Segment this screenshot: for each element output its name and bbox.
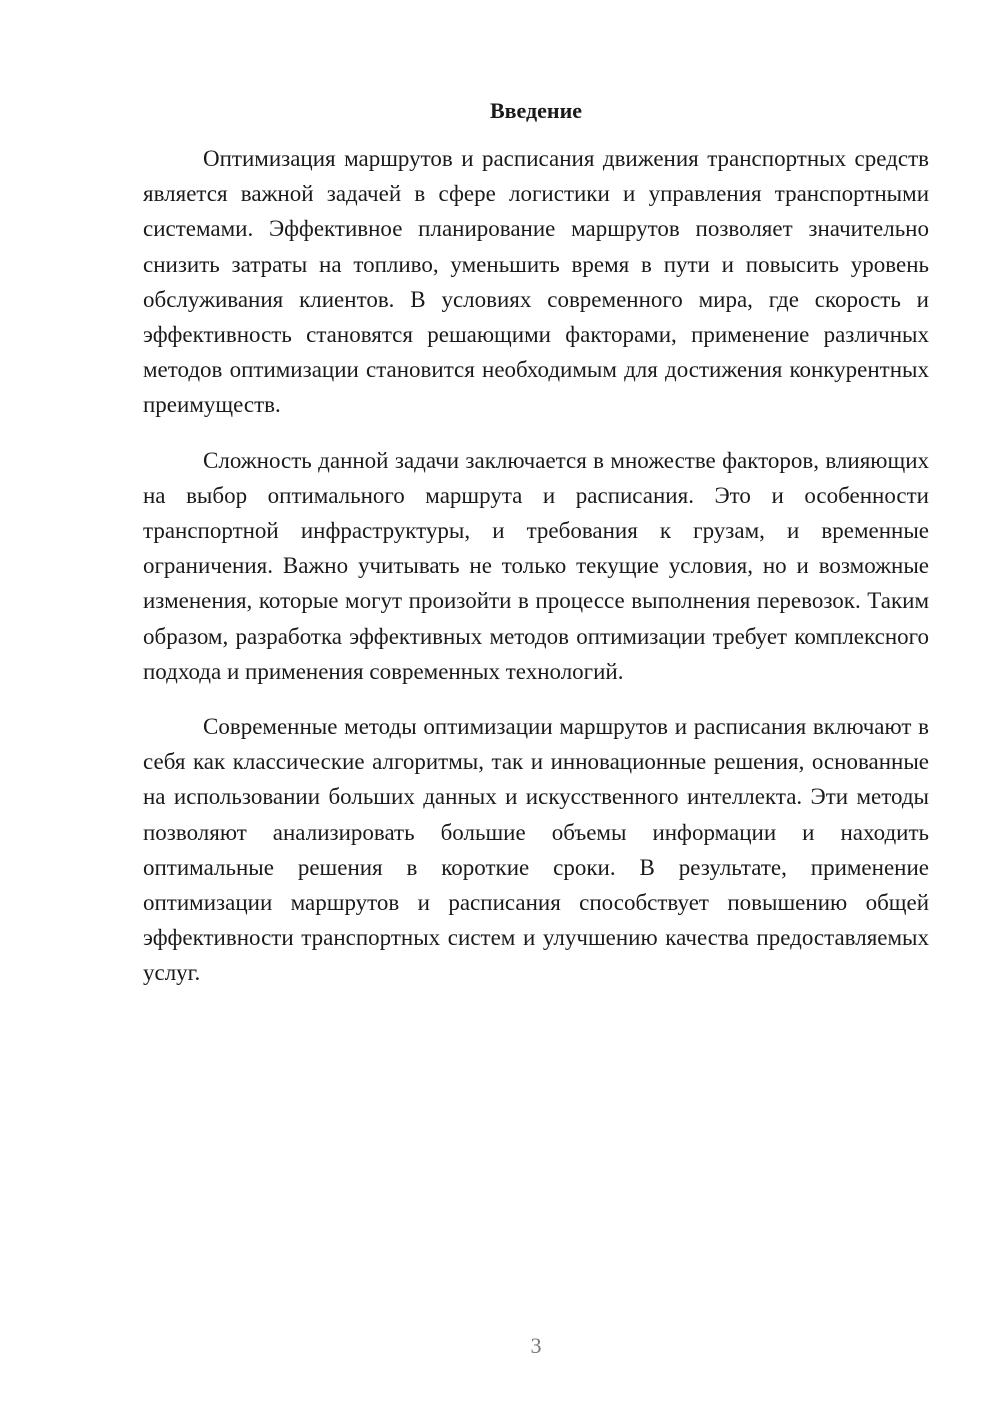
paragraph-2: Сложность данной задачи заключается в множестве факторов, влияющих на выбор оптимального маршрута и расписания. Это и особенности транспортной инфраструктуры, и требования к грузам, и временные ограничения. Важно учитывать не только текущие условия, но и возможные изменения, которые могут произойти в процессе выполнения перевозок. Таким образом, разработка эффективных методов оптимизации требует комплексного подхода и применения современных технологий.: [143, 447, 929, 684]
page-title: Введение: [489, 98, 583, 123]
paragraph-3: Современные методы оптимизации маршрутов и расписания включают в себя как классические алгоритмы, так и инновационные решения, основанные на использовании больших данных и искусственного интеллекта. Эти методы позволяют анализировать большие объемы информации и находить оптимальные решения в короткие сроки. В результате, применение оптимизации маршрутов и расписания способствует повышению общей эффективности транспортных систем и улучшению качества предоставляемых услуг.: [143, 714, 929, 986]
paragraph-1: Оптимизация маршрутов и расписания движения транспортных средств является важной задачей в сфере логистики и управления транспортными системами. Эффективное планирование маршрутов позволяет значительно снизить затраты на топливо, уменьшить время в пути и повысить уровень обслуживания клиентов. В условиях современного мира, где скорость и эффективность становятся решающими факторами, применение различных методов оптимизации становится необходимым для достижения конкурентных преимуществ.: [143, 146, 929, 418]
body-text: [143, 141, 929, 1011]
page-number: 3: [530, 1333, 542, 1358]
